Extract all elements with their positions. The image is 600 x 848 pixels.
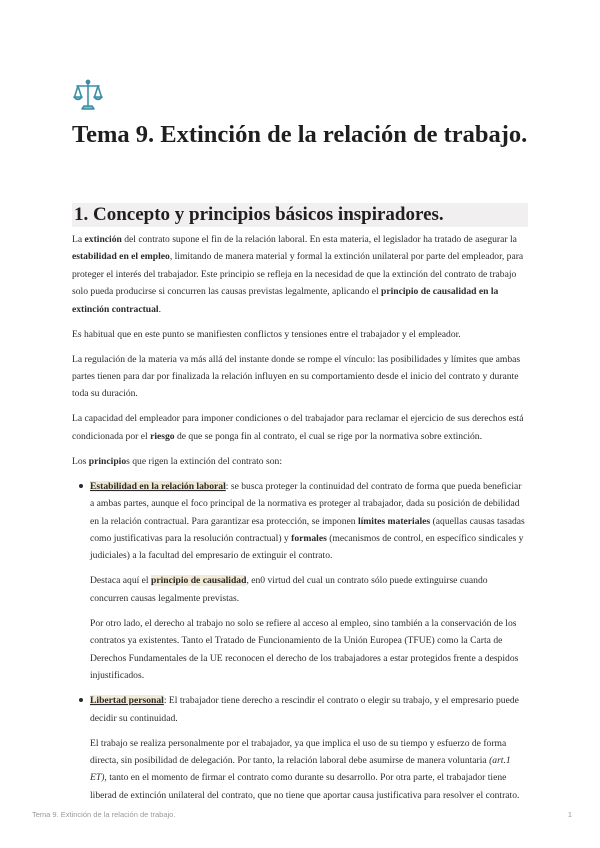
text: La bbox=[72, 234, 85, 245]
footer-title: Tema 9. Extinción de la relación de trabajo. bbox=[32, 810, 176, 819]
page-title: Tema 9. Extinción de la relación de trabajo. bbox=[72, 121, 528, 148]
text: del contrato supone el fin de la relación laboral. En esta materia, el legislador ha tratado de asegurar la bbox=[121, 234, 517, 245]
bold-text: riesgo bbox=[150, 430, 175, 442]
list-subparagraph-2: Por otro lado, el derecho al trabajo no solo se refiere al acceso al empleo, sino también a la conservación de los contratos ya existentes. Tanto el Tratado de Funcionamiento de la Unión Europea (TFUE) como la Carta de Derechos Fundamentales de la UE reconocen el derecho de los trabajadores a estar protegidos frente a despidos injustificados. bbox=[90, 617, 519, 682]
text: (mecanismos de control, en específico sindicales y judiciales) a la facultad del empresario de extinguir el contrato. bbox=[90, 533, 524, 562]
term-highlight: Libertad personal bbox=[90, 695, 164, 707]
term-highlight: principio de causalidad bbox=[151, 575, 247, 587]
bold-text: principio bbox=[88, 455, 127, 467]
text: (aquellas causas tasadas como justificativas para la resolución contractual) y bbox=[90, 515, 525, 545]
page-footer bbox=[32, 810, 572, 819]
paragraph-5 bbox=[72, 453, 528, 470]
text: Los bbox=[72, 455, 89, 467]
bullet-icon bbox=[79, 484, 83, 488]
bold-text: formales bbox=[291, 533, 327, 545]
principles-list bbox=[72, 478, 528, 804]
document-body bbox=[72, 231, 528, 812]
bold-text: límites materiales bbox=[357, 515, 431, 527]
paragraph-1 bbox=[72, 231, 528, 318]
text: de que se ponga fin al contrato, el cual se rige por la normativa sobre extinción. bbox=[174, 430, 483, 442]
bold-text: estabilidad en el empleo bbox=[72, 251, 170, 263]
text: . bbox=[158, 303, 162, 315]
list-item-text bbox=[90, 478, 528, 565]
scales-of-justice-icon bbox=[73, 78, 103, 112]
section-heading: 1. Concepto y principios básicos inspiradores. bbox=[74, 204, 444, 225]
text: El trabajo se realiza personalmente por el trabajador, ya que implica el uso de su tiempo y esfuerzo de forma directa, sin posibilidad de delegación. Por tanto, la relación laboral debe asumirse de manera voluntaria bbox=[90, 737, 507, 766]
list-subparagraph-1 bbox=[90, 572, 528, 607]
paragraph-3: La regulación de la materia va más allá del instante donde se rompe el vínculo: las posibilidades y límites que ambas partes tienen para dar por finalizada la relación influyen en su comportamiento desde el inicio del contrato y durante toda su duración. bbox=[72, 353, 521, 400]
list-item-text bbox=[90, 692, 528, 727]
text: , limitando de manera material y formal la extinción unilateral por parte del empleador, para proteger el interés del trabajador. Este principio se refleja en la necesidad de que la extinción del contrato de trabajo solo pueda producirse si concurren las causas previstas legalmente, aplicando el bbox=[72, 251, 524, 298]
bold-text: principio de causalidad en la extinción contractual bbox=[72, 286, 499, 315]
term-highlight: Estabilidad en la relación laboral bbox=[90, 480, 226, 492]
bold-text: extinción bbox=[84, 234, 122, 245]
text: : El trabajador tiene derecho a rescindir el contrato o elegir su trabajo, y el empresario puede decidir su continuidad. bbox=[90, 695, 519, 724]
text: : se busca proteger la continuidad del contrato de forma que pueda beneficiar a ambas partes, aunque el foco principal de la normativa es proteger al trabajador, dada su posición de debilidad en la relación contractual. Para garantizar esa protección, se imponen bbox=[90, 480, 522, 527]
list-subparagraph-1 bbox=[90, 735, 528, 805]
text: s que rigen la extinción del contrato son: bbox=[126, 455, 282, 467]
page-number: 1 bbox=[567, 810, 572, 819]
text: tanto en el momento de firmar el contrato como durante su desarrollo. Por otra parte, el trabajador tiene liberad de extinción unilateral del contrato, que no tiene que aportar causa justificativa para resolver el contrato. bbox=[90, 772, 520, 801]
text: La capacidad del empleador para imponer condiciones o del trabajador para reclamar el ejercicio de sus derechos está condicionada por el bbox=[72, 413, 524, 442]
list-item-stability bbox=[90, 478, 528, 685]
italic-text: (art.1 ET), bbox=[90, 754, 511, 784]
text: Destaca aquí el bbox=[90, 575, 151, 587]
text: , en0 virtud del cual un contrato sólo puede extinguirse cuando concurren causas legalmente previstas. bbox=[90, 575, 488, 604]
paragraph-2: Es habitual que en este punto se manifiesten conflictos y tensiones entre el trabajador y el empleador. bbox=[72, 328, 461, 340]
paragraph-4 bbox=[72, 410, 528, 445]
list-item-personal-freedom bbox=[90, 692, 528, 804]
bullet-icon bbox=[79, 698, 83, 702]
